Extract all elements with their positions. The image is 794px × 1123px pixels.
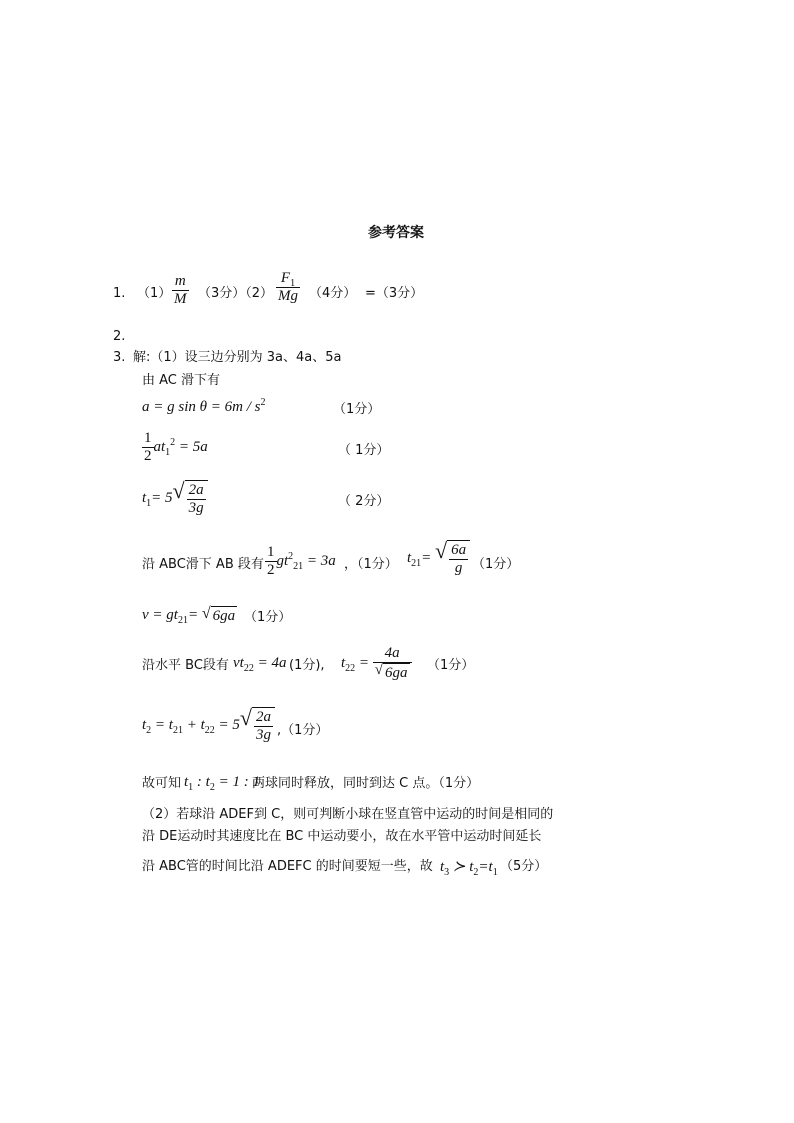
q3-v-score: （1分） xyxy=(244,610,292,625)
q3-equation-displacement: $\frac{1}{2}$ $at_1^2 = 5a$ xyxy=(144,430,208,464)
q1-number: 1. xyxy=(113,286,126,301)
eq-text: a = g sin θ = 6m / s xyxy=(142,399,261,415)
q3-part2-line3-prefix: 沿 ABC管的时间比沿 ADEFC 的时间要短一些，故 xyxy=(142,859,433,874)
q3-bc-score: （1分） xyxy=(427,658,475,673)
frac-subscript: 1 xyxy=(290,278,296,289)
q3-ab-score-end: （1分） xyxy=(472,557,520,572)
q3-bc-mid: (1分), xyxy=(289,658,325,673)
q1-part1-label: （1） xyxy=(137,286,172,301)
q3-equation-ratio: $t_1$ : $t_2 = 1$ : 1 xyxy=(184,774,260,793)
q1-score2: （4分） xyxy=(309,286,357,301)
q1-fraction-F1-over-Mg xyxy=(276,270,300,305)
q3-part2-line2: 沿 DE运动时其速度比在 BC 中运动要小，故在水平管中运动时间延长 xyxy=(142,829,542,844)
q3-number: 3. xyxy=(113,350,126,365)
q3-intro: 解:（1）设三边分别为 3a、4a、5a xyxy=(133,350,342,365)
q3-eq1-score: （1分） xyxy=(333,402,381,417)
q3-equation-time-comparison: $t_3$ ≻ $t_2=t_1$ xyxy=(440,859,498,878)
frac-numerator: F xyxy=(280,270,291,286)
q3-part2-line1: （2）若球沿 ADEF到 C，则可判断小球在竖直管中运动的时间是相同的 xyxy=(142,807,554,822)
page-title: 参考答案 xyxy=(368,225,424,241)
q1-fraction-m-over-M xyxy=(172,273,189,308)
frac-denominator: Mg xyxy=(278,288,298,304)
q1-score1: （3分）（2） xyxy=(198,286,274,301)
q2-number: 2. xyxy=(113,329,126,344)
frac-denominator: M xyxy=(174,291,187,307)
q3-ab-prefix: 沿 ABC滑下 AB 段有 xyxy=(142,557,264,572)
q3-equation-t21: $t_{21}=$ √ $\frac{6a}{g}$ xyxy=(407,540,470,577)
q3-conclusion-prefix: 故可知 xyxy=(142,776,182,791)
q1-score3: =（3分） xyxy=(365,286,424,301)
q3-equation-t1: $t_1= 5$ √ $\frac{2a}{3g}$ xyxy=(142,480,208,517)
q3-eq3-score: （ 2分） xyxy=(338,494,390,509)
q3-equation-t22: $t_{22}$ = 4a √ 6ga xyxy=(341,645,412,682)
q3-equation-acceleration xyxy=(142,399,265,416)
q3-bc-prefix: 沿水平 BC段有 xyxy=(142,658,229,673)
q3-t2-score: ,（1分） xyxy=(277,723,329,738)
q3-conclusion-suffix: 两球同时释放，同时到达 C 点。（1分） xyxy=(252,776,480,791)
q3-equation-ab: $\frac{1}{2}$ $gt^2_{21} = 3a$ xyxy=(267,544,336,578)
q3-eq2-score: （ 1分） xyxy=(338,443,390,458)
q3-equation-bc: $vt_{22} = 4a$ xyxy=(233,655,287,674)
q3-line-ac: 由 AC 滑下有 xyxy=(142,373,221,388)
q3-ab-score-mid: ，（1分） xyxy=(344,557,398,572)
q3-equation-velocity: $v = gt_{21}=$ √ 6ga xyxy=(142,605,236,626)
q3-part2-score: （5分） xyxy=(500,859,548,874)
q3-equation-t2: $t_2 = t_{21} + t_{22} = 5$ √ $\frac{2a}{3g}$ xyxy=(142,707,275,744)
eq-superscript: 2 xyxy=(260,397,266,408)
frac-numerator: m xyxy=(172,273,189,291)
